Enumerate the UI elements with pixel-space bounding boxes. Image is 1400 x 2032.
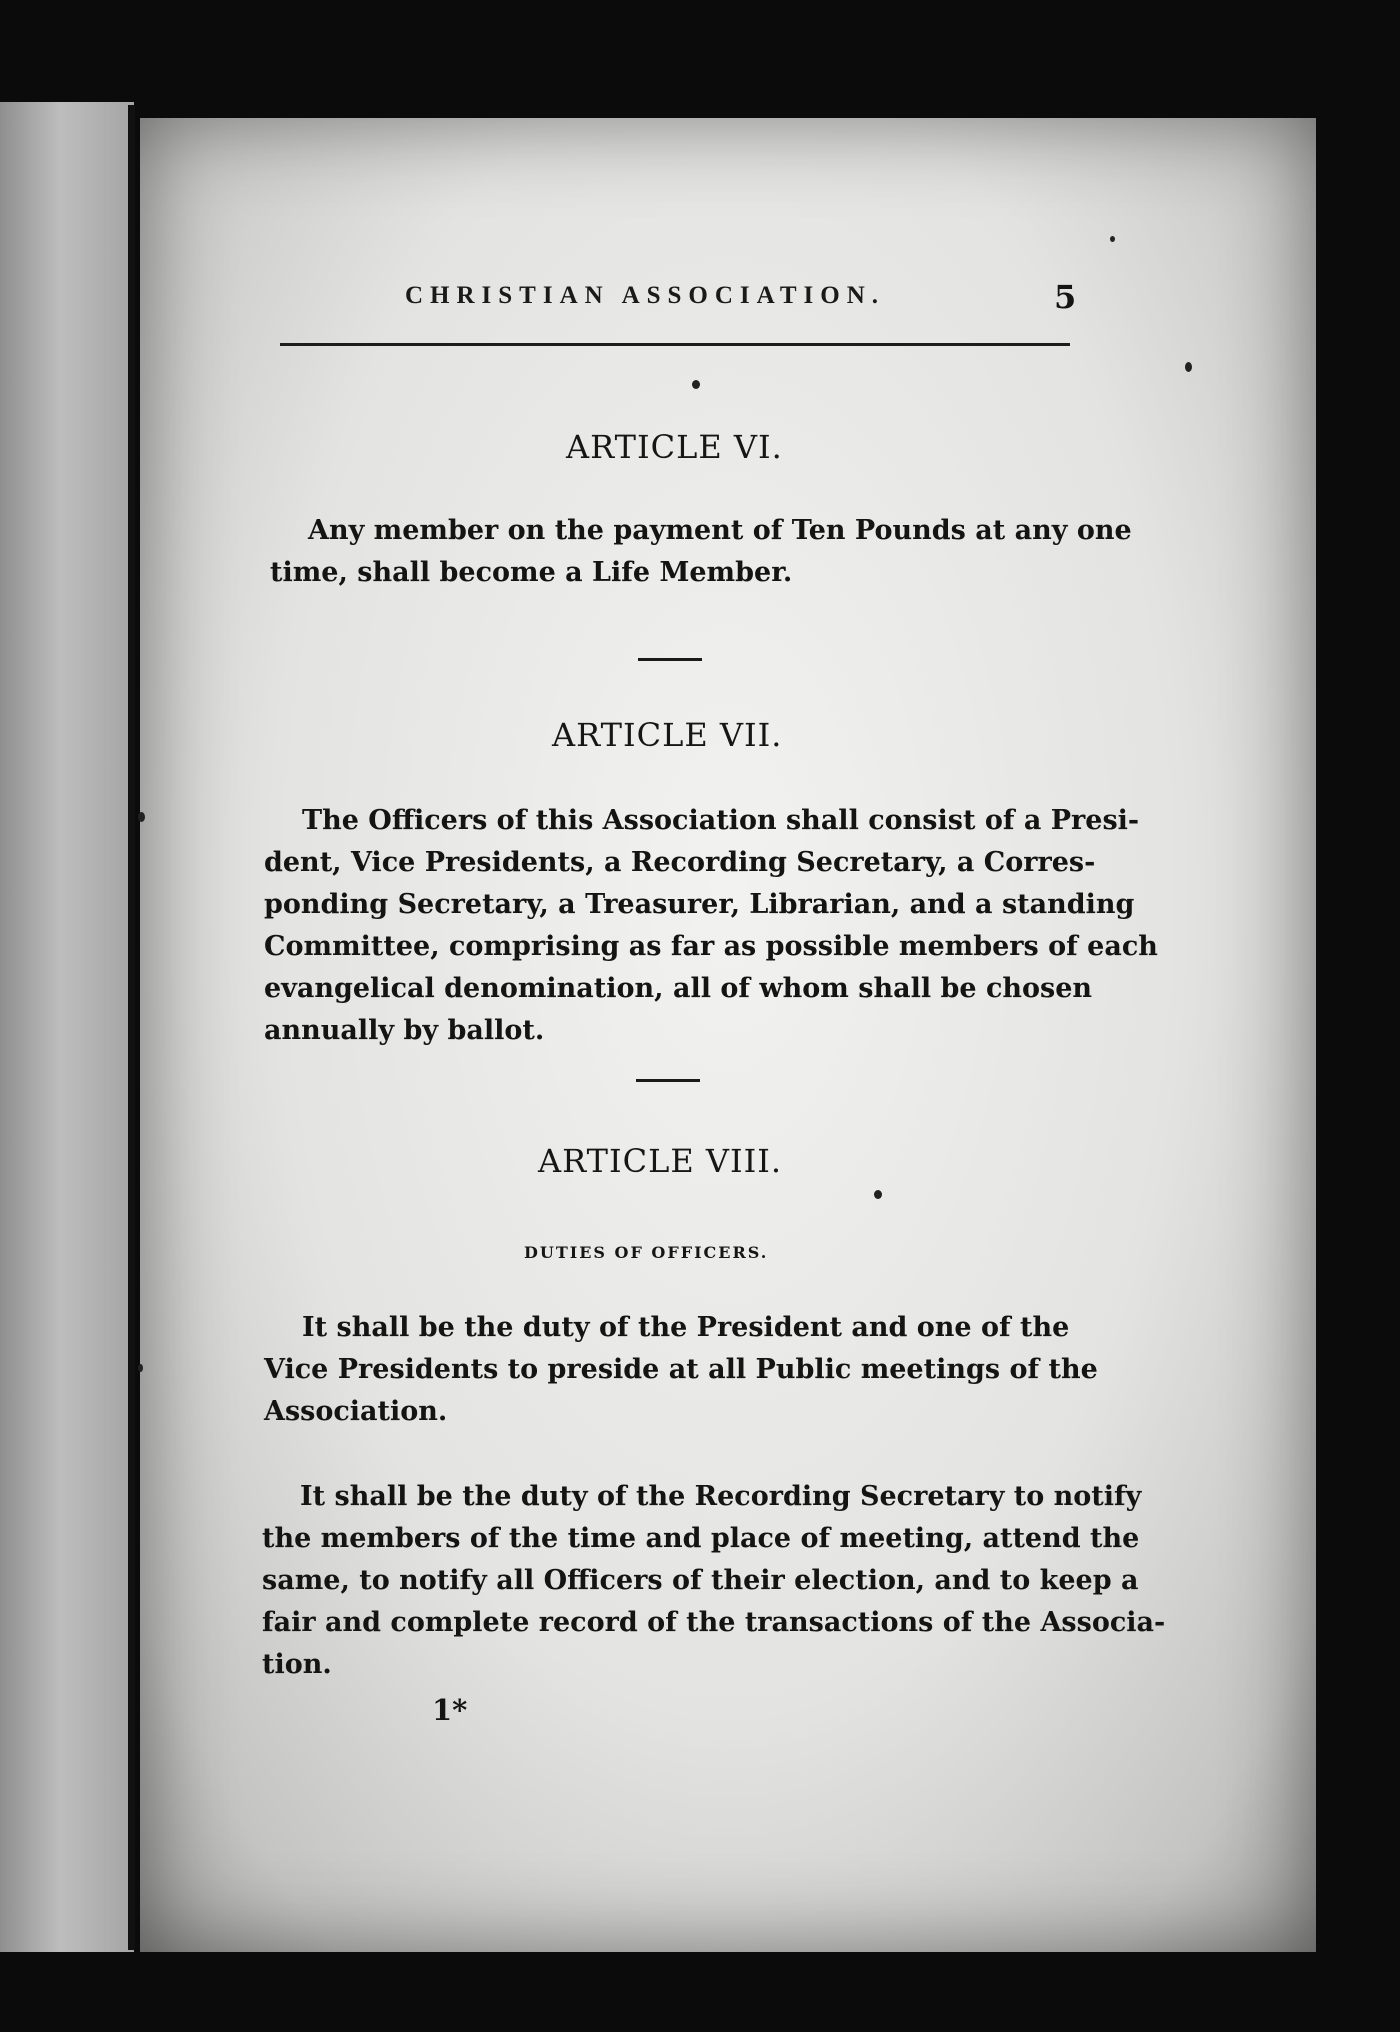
article-8-p1-line: It shall be the duty of the President and one of the <box>302 1312 1070 1343</box>
scan-speck <box>1110 236 1115 242</box>
article-7-line: The Officers of this Association shall consist of a Presi- <box>302 805 1140 836</box>
article-8-paragraph-2 <box>262 1476 1166 1686</box>
article-8-p1-line: Association. <box>264 1396 448 1427</box>
article-8-p2-line: the members of the time and place of meeting, attend the <box>262 1523 1140 1554</box>
scan-speck <box>874 1190 882 1199</box>
article-8-subheading: DUTIES OF OFFICERS. <box>524 1243 769 1262</box>
article-7-line: Committee, comprising as far as possible members of each <box>264 931 1158 962</box>
article-7-line: ponding Secretary, a Treasurer, Librarian, and a standing <box>264 889 1135 920</box>
article-7-line: annually by ballot. <box>264 1015 545 1046</box>
article-7-text <box>264 800 1158 1052</box>
article-6-line: Any member on the payment of Ten Pounds at any one <box>308 515 1132 546</box>
article-8-p2-line: tion. <box>262 1649 332 1680</box>
article-8-p2-line: It shall be the duty of the Recording Secretary to notify <box>300 1481 1142 1512</box>
signature-mark: 1* <box>432 1693 468 1727</box>
binding-gutter <box>128 105 135 1950</box>
header-rule <box>280 343 1070 346</box>
adjacent-page-strip <box>0 102 134 1952</box>
article-8-paragraph-1 <box>264 1307 1098 1433</box>
article-8-p2-line: same, to notify all Officers of their election, and to keep a <box>262 1565 1139 1596</box>
scan-speck <box>138 1364 143 1372</box>
article-7-line: dent, Vice Presidents, a Recording Secretary, a Corres- <box>264 847 1096 878</box>
scan-speck <box>1185 362 1192 372</box>
article-heading-8: ARTICLE VIII. <box>538 1142 783 1180</box>
scan-speck <box>692 380 700 389</box>
article-7-line: evangelical denomination, all of whom shall be chosen <box>264 973 1093 1004</box>
article-6-text <box>270 510 1132 594</box>
page-number: 5 <box>1054 278 1077 316</box>
article-heading-6: ARTICLE VI. <box>566 428 783 466</box>
scan-speck <box>138 812 145 822</box>
running-head: CHRISTIAN ASSOCIATION. <box>405 282 886 309</box>
article-8-p1-line: Vice Presidents to preside at all Public meetings of the <box>264 1354 1098 1385</box>
section-divider <box>638 658 702 661</box>
section-divider <box>636 1079 700 1082</box>
article-6-line: time, shall become a Life Member. <box>270 557 793 588</box>
article-heading-7: ARTICLE VII. <box>552 716 783 754</box>
article-8-p2-line: fair and complete record of the transactions of the Associa- <box>262 1607 1166 1638</box>
